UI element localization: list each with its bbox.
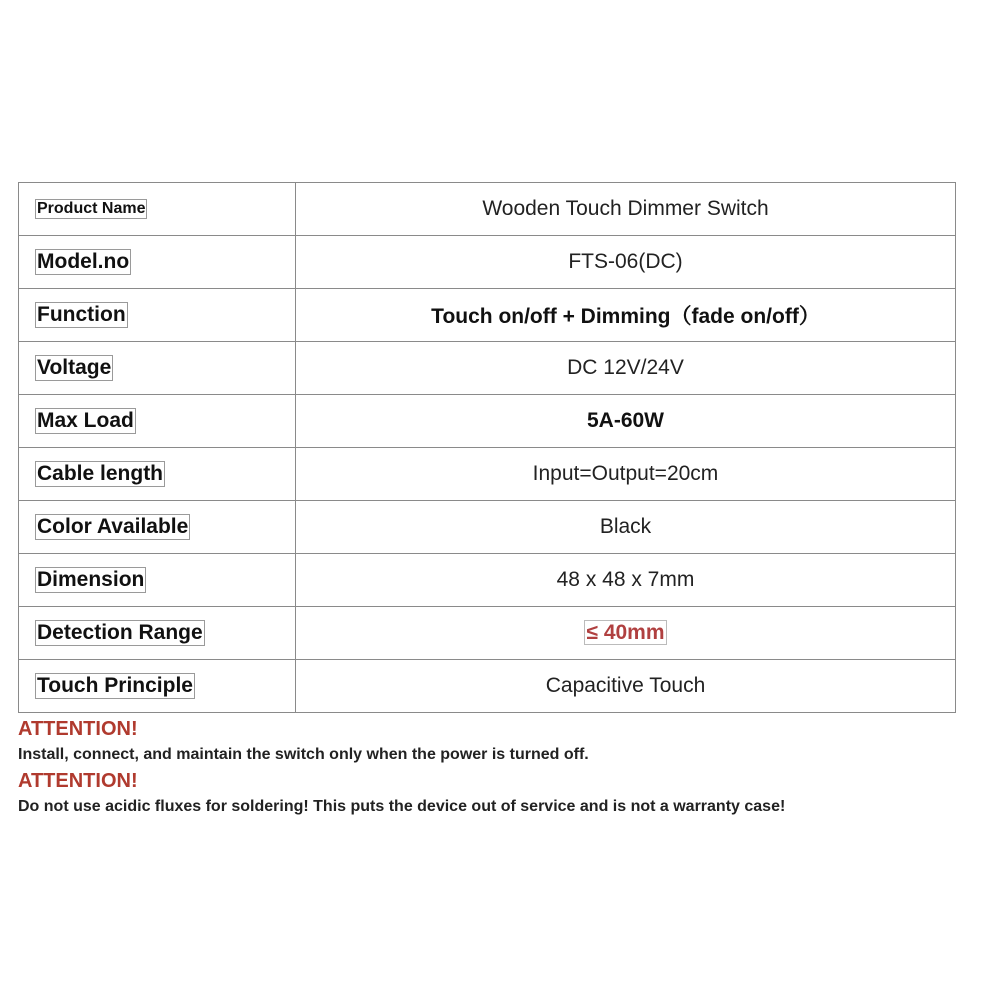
row-label-model-no: Model.no bbox=[37, 250, 130, 274]
table-row bbox=[19, 236, 956, 289]
table-row bbox=[19, 342, 956, 395]
label-cell bbox=[19, 554, 296, 607]
label-cell bbox=[19, 395, 296, 448]
label-cell bbox=[19, 448, 296, 501]
value-cell bbox=[296, 183, 956, 236]
value-cell bbox=[296, 289, 956, 342]
value-cell bbox=[296, 501, 956, 554]
label-cell bbox=[19, 289, 296, 342]
row-value-product-name: Wooden Touch Dimmer Switch bbox=[482, 197, 769, 220]
attention-text-soldering: Do not use acidic fluxes for soldering! This puts the device out of service and is not a warranty case! bbox=[18, 798, 786, 815]
row-label-color-available: Color Available bbox=[37, 515, 189, 539]
row-label-cable-length: Cable length bbox=[37, 462, 164, 486]
value-cell bbox=[296, 554, 956, 607]
spec-table bbox=[18, 182, 956, 713]
row-label-detection-range: Detection Range bbox=[37, 621, 203, 645]
value-cell bbox=[296, 448, 956, 501]
table-row bbox=[19, 448, 956, 501]
row-value-voltage: DC 12V/24V bbox=[567, 356, 684, 379]
table-row bbox=[19, 607, 956, 660]
value-cell bbox=[296, 660, 956, 713]
value-cell bbox=[296, 607, 956, 660]
row-value-max-load: 5A-60W bbox=[586, 409, 665, 432]
label-cell bbox=[19, 501, 296, 554]
row-label-voltage: Voltage bbox=[37, 356, 112, 380]
row-value-model-no: FTS-06(DC) bbox=[568, 250, 683, 273]
table-row bbox=[19, 501, 956, 554]
row-value-detection-range: ≤ 40mm bbox=[586, 621, 665, 644]
row-label-touch-principle: Touch Principle bbox=[37, 674, 193, 698]
row-value-color-available: Black bbox=[599, 515, 652, 538]
label-cell bbox=[19, 607, 296, 660]
table-row bbox=[19, 395, 956, 448]
label-cell bbox=[19, 236, 296, 289]
row-value-function: Touch on/off + Dimming（fade on/off） bbox=[431, 305, 820, 328]
value-cell bbox=[296, 342, 956, 395]
attention-notes bbox=[18, 716, 978, 820]
attention-heading: ATTENTION! bbox=[18, 770, 138, 792]
label-cell bbox=[19, 660, 296, 713]
row-label-function: Function bbox=[37, 303, 126, 327]
table-row bbox=[19, 289, 956, 342]
label-cell bbox=[19, 183, 296, 236]
value-cell bbox=[296, 236, 956, 289]
row-value-cable-length: Input=Output=20cm bbox=[532, 462, 719, 485]
row-label-product-name: Product Name bbox=[37, 200, 146, 218]
row-label-max-load: Max Load bbox=[37, 409, 134, 433]
table-row bbox=[19, 660, 956, 713]
table-row bbox=[19, 554, 956, 607]
attention-heading: ATTENTION! bbox=[18, 718, 138, 740]
row-label-dimension: Dimension bbox=[37, 568, 145, 592]
row-value-dimension: 48 x 48 x 7mm bbox=[556, 568, 695, 591]
label-cell bbox=[19, 342, 296, 395]
value-cell bbox=[296, 395, 956, 448]
row-value-touch-principle: Capacitive Touch bbox=[545, 674, 706, 697]
attention-text-power-off: Install, connect, and maintain the switch only when the power is turned off. bbox=[18, 746, 589, 763]
table-row bbox=[19, 183, 956, 236]
